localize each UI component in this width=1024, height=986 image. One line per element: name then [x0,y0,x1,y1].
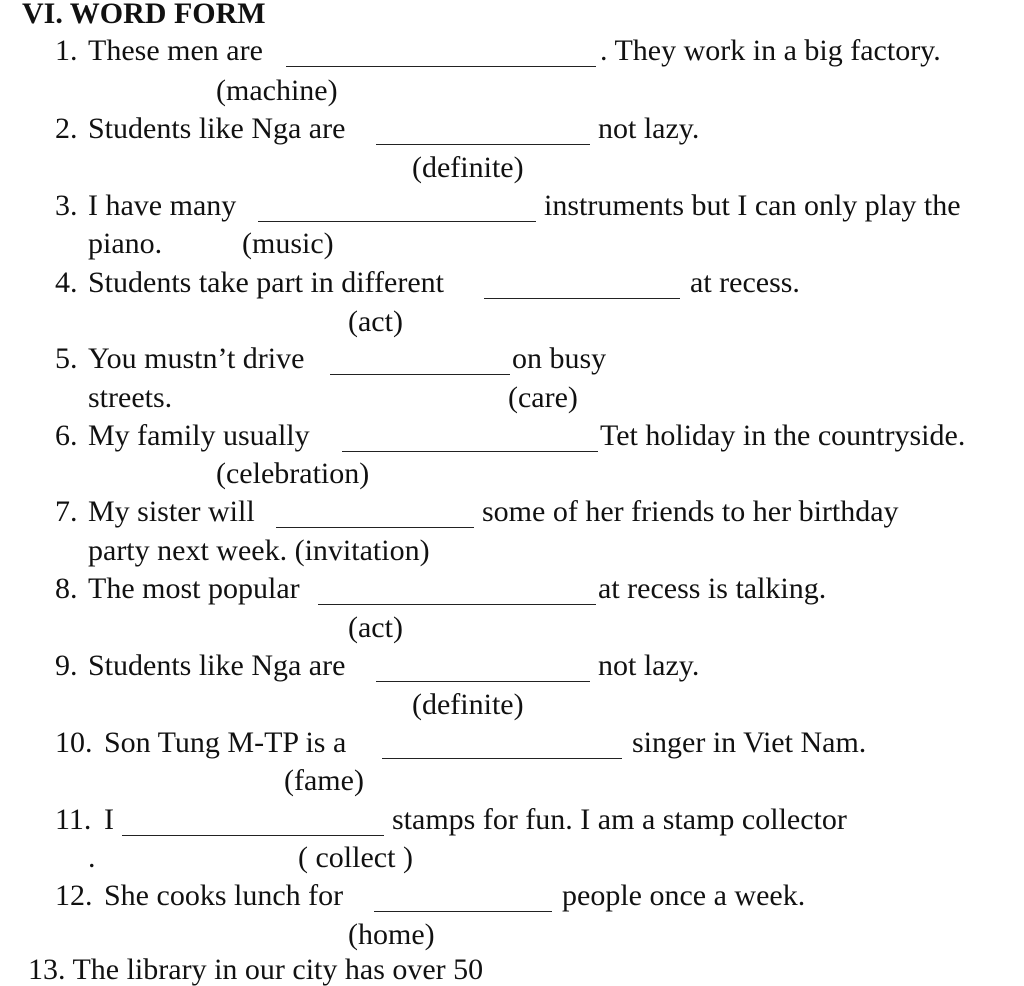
item-text-after: instruments but I can only play the [544,189,961,222]
item-text-before: She cooks lunch for [104,879,344,912]
cut-off-item-text: 13. The library in our city has over 50 [28,953,484,986]
item-continuation: . [88,841,96,874]
item-text-after: . They work in a big factory. [600,34,941,67]
item-number: 8. [55,572,78,605]
item-number: 5. [55,342,78,375]
item-text-before: I [104,803,114,836]
item-text-before: My sister will [88,495,255,528]
answer-blank-7[interactable] [276,527,474,528]
item-number: 2. [55,112,78,145]
answer-blank-2[interactable] [376,144,590,145]
item-text-before: Students like Nga are [88,649,346,682]
answer-blank-11[interactable] [122,835,384,836]
word-hint: (machine) [216,74,338,107]
item-text-after: at recess. [690,266,800,299]
word-hint: (fame) [284,764,364,797]
item-text-after: stamps for fun. I am a stamp collector [392,803,847,836]
item-continuation: streets. [88,381,173,414]
answer-blank-3[interactable] [258,221,536,222]
item-text-after: singer in Viet Nam. [632,726,867,759]
item-number: 4. [55,266,78,299]
item-continuation: party next week. (invitation) [88,534,430,567]
word-hint: (care) [508,381,578,414]
item-continuation: piano. [88,227,163,260]
item-text-after: not lazy. [598,112,700,145]
answer-blank-4[interactable] [484,298,680,299]
item-text-after: not lazy. [598,649,700,682]
item-number: 3. [55,189,78,222]
item-text-after: at recess is talking. [598,572,827,605]
word-hint: (home) [348,918,435,951]
item-number: 6. [55,419,78,452]
answer-blank-12[interactable] [374,911,552,912]
item-text-before: My family usually [88,419,310,452]
item-text-before: Son Tung M-TP is a [104,726,347,759]
answer-blank-9[interactable] [376,681,590,682]
word-hint: (music) [242,227,334,260]
answer-blank-5[interactable] [330,374,510,375]
section-title: VI. WORD FORM [22,0,266,30]
item-number: 10. [55,726,93,759]
item-number: 7. [55,495,78,528]
item-text-after: Tet holiday in the countryside. [600,419,966,452]
word-hint: (act) [348,305,403,338]
word-hint: (celebration) [216,457,370,490]
item-text-before: The most popular [88,572,300,605]
item-number: 11. [55,803,92,836]
answer-blank-10[interactable] [382,758,622,759]
item-text-before: You mustn’t drive [88,342,305,375]
word-hint: ( collect ) [298,841,413,874]
item-text-after: on busy [512,342,607,375]
answer-blank-1[interactable] [286,66,596,67]
item-number: 12. [55,879,93,912]
item-number: 9. [55,649,78,682]
word-hint: (definite) [412,688,524,721]
answer-blank-6[interactable] [342,451,598,452]
word-hint: (act) [348,611,403,644]
item-number: 1. [55,34,78,67]
item-text-after: some of her friends to her birthday [482,495,899,528]
item-text-before: Students take part in different [88,266,445,299]
item-text-after: people once a week. [562,879,806,912]
item-text-before: These men are [88,34,263,67]
item-text-before: Students like Nga are [88,112,346,145]
item-text-before: I have many [88,189,237,222]
word-hint: (definite) [412,151,524,184]
answer-blank-8[interactable] [318,604,596,605]
